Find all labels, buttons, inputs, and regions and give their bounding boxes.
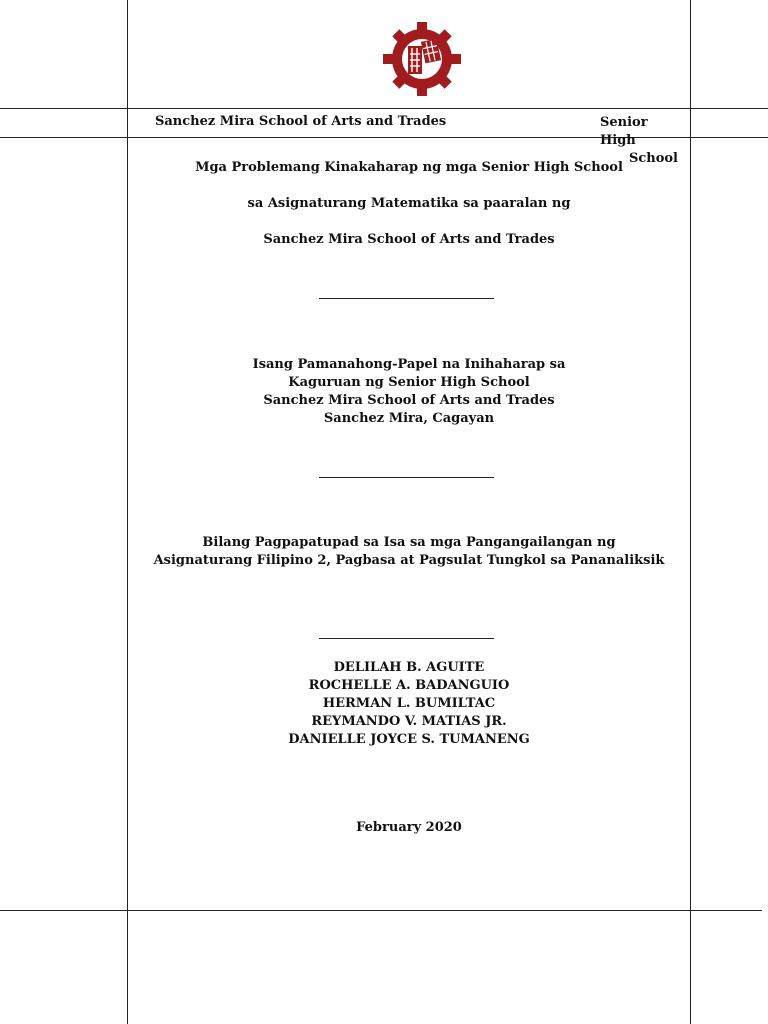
requirement-line: Asignaturang Filipino 2, Pagbasa at Pagsulat Tungkol sa Pananaliksik: [153, 553, 665, 568]
divider-3: [319, 638, 494, 639]
author-name: REYMANDO V. MATIAS JR.: [311, 714, 507, 729]
header-school-name: Sanchez Mira School of Arts and Trades: [155, 114, 447, 129]
submission-line: Sanchez Mira, Cagayan: [323, 411, 495, 426]
submission-line: Kaguruan ng Senior High School: [288, 375, 530, 390]
footer-line: [0, 910, 762, 911]
left-margin-line: [127, 0, 128, 1024]
title-line-2: sa Asignaturang Matematika sa paaralan ng: [247, 196, 571, 211]
submission-block: [128, 356, 690, 428]
divider-1: [319, 298, 494, 299]
submission-line: Sanchez Mira School of Arts and Trades: [263, 393, 555, 408]
submission-line: Isang Pamanahong-Papel na Inihaharap sa: [252, 357, 566, 372]
requirement-block: [128, 534, 690, 570]
author-name: HERMAN L. BUMILTAC: [322, 696, 496, 711]
school-seal-logo: [383, 22, 461, 96]
author-name: DELILAH B. AGUITE: [333, 660, 485, 675]
author-name: ROCHELLE A. BADANGUIO: [308, 678, 510, 693]
author-list: [128, 659, 690, 749]
title-line-1: Mga Problemang Kinakaharap ng mga Senior High School: [195, 160, 623, 175]
header-department-line1: Senior High: [600, 115, 648, 148]
submission-date: February 2020: [356, 820, 462, 835]
right-margin-line: [690, 0, 691, 1024]
header-top-line: [0, 108, 768, 109]
requirement-line: Bilang Pagpapatupad sa Isa sa mga Pangangailangan ng: [202, 535, 616, 550]
header-department-line2: School: [628, 151, 678, 166]
divider-2: [319, 477, 494, 478]
author-name: DANIELLE JOYCE S. TUMANENG: [288, 732, 530, 747]
title-line-3: Sanchez Mira School of Arts and Trades: [263, 232, 555, 247]
